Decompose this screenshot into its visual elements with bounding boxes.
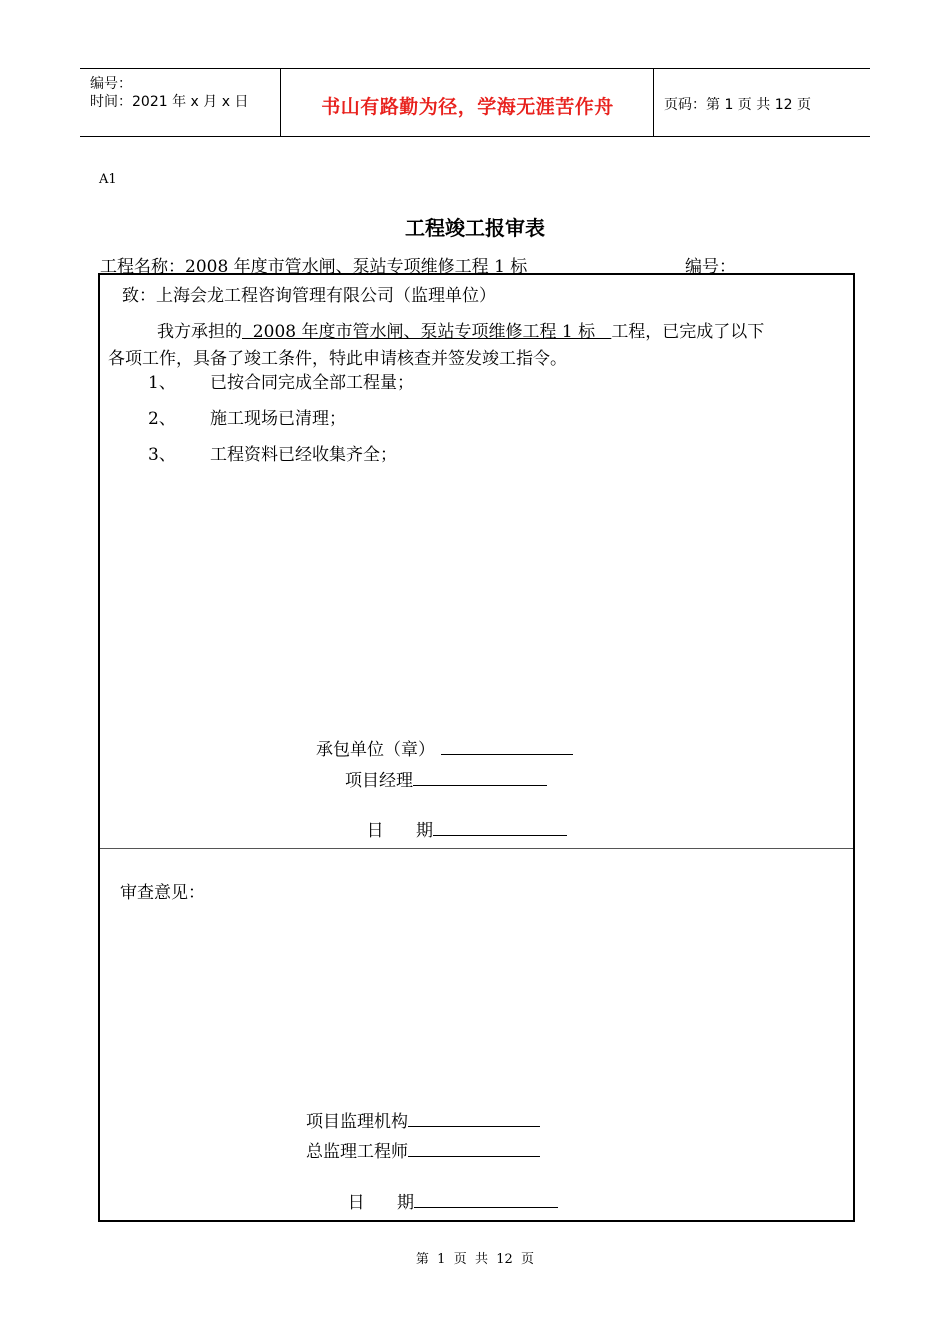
chief-engineer-label: 总监理工程师 [306,1142,408,1162]
manager-label: 项目经理 [345,771,413,791]
contractor-signature [316,735,573,760]
application-date-label: 日 期 [366,821,434,841]
chief-engineer-line [408,1141,540,1157]
item-2-number: 2、 [148,409,176,429]
review-date [326,1168,558,1233]
page-header [80,68,870,137]
header-motto: 书山有路勤为径，学海无涯苦作舟 [321,96,614,118]
header-motto-cell [281,69,654,136]
item-3-text: 工程资料已经收集齐全； [210,445,397,465]
application-date-line [433,820,567,836]
form-code: A1 [99,172,117,187]
page-footer: 第 1 页 共 12 页 [415,1252,535,1267]
header-time-label: 时间：2021 年 x 月 x 日 [90,94,249,110]
contractor-label: 承包单位（章） [316,740,435,760]
form-number-label: 编号： [685,257,736,277]
review-label: 审查意见： [120,883,205,903]
review-date-label: 日 期 [347,1193,415,1213]
manager-signature [345,766,547,791]
application-date [345,796,567,861]
item-1-text: 已按合同完成全部工程量； [210,373,414,393]
page-title: 工程竣工报审表 [405,216,545,240]
supervision-org-line [408,1111,540,1127]
application-body-line2: 各项工作，具备了竣工条件，特此申请核查并签发竣工指令。 [108,349,567,369]
item-1-number: 1、 [148,373,176,393]
review-date-line [414,1192,558,1208]
manager-line [413,770,547,786]
form-box [98,273,855,1222]
addressee: 致：上海会龙工程咨询管理有限公司（监理单位） [122,286,496,306]
header-page-label: 页码：第 1 页 共 12 页 [664,97,811,113]
body-project: 2008 年度市管水闸、泵站专项维修工程 1 标 [242,322,612,342]
supervision-org-signature [306,1107,540,1132]
header-number-label: 编号： [90,76,132,92]
chief-engineer-signature [306,1137,540,1162]
contractor-line [441,739,573,755]
supervision-org-label: 项目监理机构 [306,1112,408,1132]
item-2-text: 施工现场已清理； [210,409,346,429]
item-3-number: 3、 [148,445,176,465]
section-divider [100,848,853,849]
body-prefix: 我方承担的 [157,322,242,342]
header-left-cell [80,69,281,136]
body-suffix: 工程，已完成了以下 [611,322,765,342]
application-body-line1 [157,317,764,342]
project-name: 工程名称：2008 年度市管水闸、泵站专项维修工程 1 标 [100,257,528,277]
header-page-cell [654,69,870,136]
